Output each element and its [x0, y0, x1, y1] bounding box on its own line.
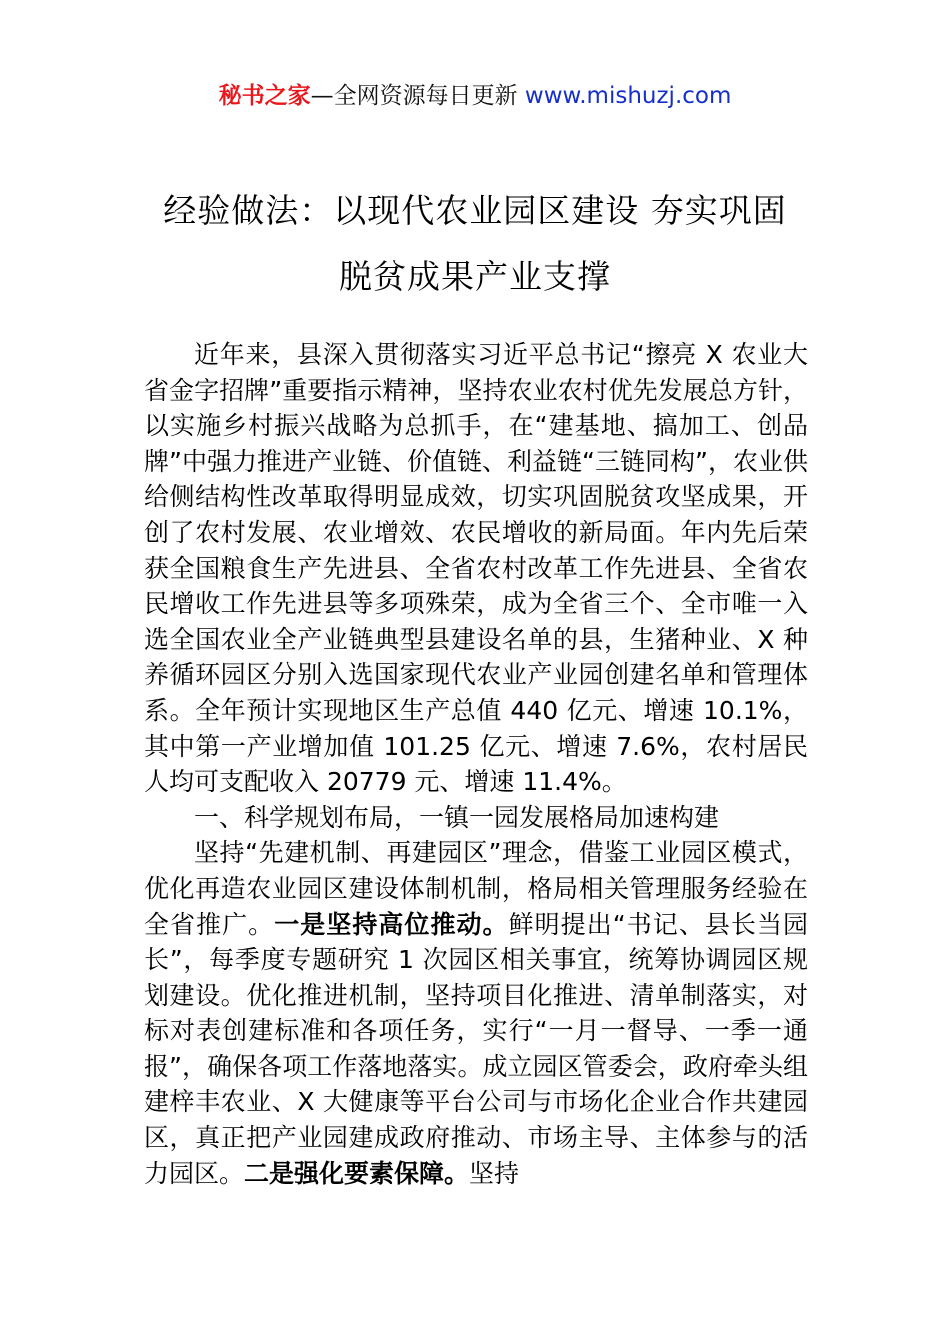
intro-paragraph: 近年来，县深入贯彻落实习近平总书记“擦亮 X 农业大省金字招牌”重要指示精神，坚持农业农村优先发展总方针，以实施乡村振兴战略为总抓手，在“建基地、搞加工、创品牌”中强力推进产业链、价值链、利益链“三链同构”，农业供给侧结构性改革取得明显成效，切实巩固脱贫攻坚成果，开创了农村发展、农业增效、农民增收的新局面。年内先后荣获全国粮食生产先进县、全省农村改革工作先进县、全省农民增收工作先进县等多项殊荣，成为全省三个、全市唯一入选全国农业全产业链典型县建设名单的县，生猪种业、X 种养循环园区分别入选国家现代农业产业园创建名单和管理体系。全年预计实现地区生产总值 440 亿元、增速 10.1%，其中第一产业增加值 101.25 亿元、增速 7.6%，农村居民人均可支配收入 20779 元、增速 11.4%。 — [144, 340, 808, 797]
bold-point-1: 一是坚持高位推动。 — [274, 909, 509, 939]
paragraph-text: 鲜明提出“书记、县长当园长”，每季度专题研究 1 次园区相关事宜，统筹协调园区规划建设。优化推进机制，坚持项目化推进、清单制落实，对标对表创建标准和各项任务，实行“一月一督导、一季一通报”，确保各项工作落地落实。成立园区管委会，政府牵头组建梓丰农业、X 大健康等平台公司与市场化企业合作共建园区，真正把产业园建成政府推动、市场主导、主体参与的活力园区。 — [144, 909, 808, 1188]
document-title — [0, 178, 950, 310]
site-url[interactable]: www.mishuzj.com — [524, 83, 732, 109]
title-line-1: 经验做法：以现代农业园区建设 夯实巩固 — [163, 191, 787, 230]
section-paragraph-1 — [144, 835, 808, 1191]
bold-point-2: 二是强化要素保障。 — [244, 1158, 470, 1188]
paragraph-text: 坚持“先建机制、再建园区”理念，借鉴工业园区模式，优化再造农业园区建设体制机制，格局相关管理服务经验在全省推广。 — [144, 838, 808, 939]
section-heading-1: 一、科学规划布局，一镇一园发展格局加速构建 — [194, 802, 720, 832]
paragraph-text: 坚持 — [469, 1158, 520, 1188]
site-header — [0, 80, 950, 112]
header-tagline: —全网资源每日更新 — [310, 83, 525, 109]
document-body — [144, 337, 808, 1191]
title-line-2: 脱贫成果产业支撑 — [339, 257, 611, 296]
brand-name: 秘书之家 — [218, 83, 311, 109]
